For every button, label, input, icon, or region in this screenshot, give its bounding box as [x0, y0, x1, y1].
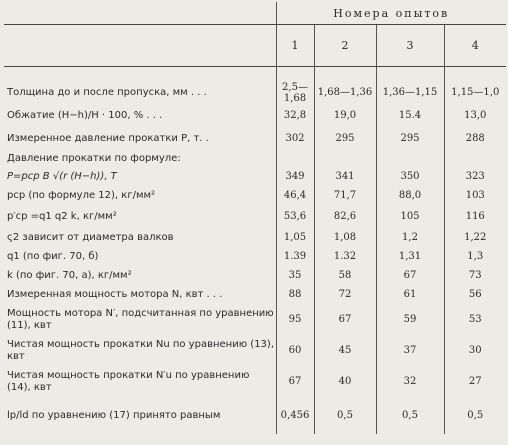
table-row [4, 205, 506, 228]
cell: 1.32 [314, 247, 376, 266]
row-label: lp/ld по уравнению (17) принято равным [7, 409, 221, 421]
row-label: ς2 зависит от диаметра валков [7, 231, 174, 243]
header-row-columns [4, 25, 506, 67]
table-row [4, 104, 506, 127]
cell: 73 [444, 266, 506, 285]
cell [276, 150, 314, 167]
cell: 35 [276, 266, 314, 285]
cell: 58 [314, 266, 376, 285]
cell: 60 [276, 335, 314, 366]
cell: 1,68—1,36 [314, 81, 376, 104]
cell: 1,05 [276, 228, 314, 247]
row-label: pср (по формуле 12), кг/мм² [7, 189, 156, 201]
cell: 0,456 [276, 397, 314, 434]
cell: 323 [444, 167, 506, 186]
cell: 56 [444, 285, 506, 304]
cell: 53,6 [276, 205, 314, 228]
table-row [4, 366, 506, 397]
cell: 67 [376, 266, 444, 285]
experiment-table [4, 2, 506, 434]
cell: 30 [444, 335, 506, 366]
spacer-row [4, 67, 506, 82]
row-label: Толщина до и после пропуска, мм . . . [7, 86, 207, 98]
cell: 53 [444, 304, 506, 335]
cell: 88,0 [376, 186, 444, 205]
cell: 61 [376, 285, 444, 304]
row-label: Обжатие (H−h)/H · 100, % . . . [7, 109, 163, 121]
table-row [4, 167, 506, 186]
row-label: Измеренное давление прокатки P, т. . [7, 132, 209, 144]
cell: 295 [314, 127, 376, 150]
cell: 103 [444, 186, 506, 205]
table-row [4, 335, 506, 366]
cell: 40 [314, 366, 376, 397]
cell: 67 [276, 366, 314, 397]
cell: 295 [376, 127, 444, 150]
row-label: Чистая мощность прокатки Nu по уравнению (13), квт [7, 338, 274, 362]
cell: 1,36—1,15 [376, 81, 444, 104]
header-blank-2 [4, 25, 276, 67]
row-label: Давление прокатки по формуле: [7, 152, 181, 164]
cell: 116 [444, 205, 506, 228]
cell: 105 [376, 205, 444, 228]
cell: 1.39 [276, 247, 314, 266]
row-label: Измеренная мощность мотора N, квт . . . [7, 288, 223, 300]
cell: 1,22 [444, 228, 506, 247]
cell: 350 [376, 167, 444, 186]
cell [444, 150, 506, 167]
cell: 2,5—1,68 [276, 81, 314, 104]
cell: 302 [276, 127, 314, 150]
cell: 341 [314, 167, 376, 186]
column-header-1: 1 [276, 25, 314, 67]
table-row [4, 304, 506, 335]
table-row [4, 127, 506, 150]
cell: 288 [444, 127, 506, 150]
table-row [4, 150, 506, 167]
table-row [4, 186, 506, 205]
cell: 19,0 [314, 104, 376, 127]
group-title: Номера опытов [276, 2, 506, 25]
column-header-2: 2 [314, 25, 376, 67]
cell: 1,3 [444, 247, 506, 266]
cell: 71,7 [314, 186, 376, 205]
cell: 88 [276, 285, 314, 304]
row-label: q1 (по фиг. 70, б) [7, 250, 99, 262]
cell: 32 [376, 366, 444, 397]
table-row [4, 247, 506, 266]
cell: 59 [376, 304, 444, 335]
cell: 1,2 [376, 228, 444, 247]
header-blank [4, 2, 276, 25]
header-row-group [4, 2, 506, 25]
cell: 37 [376, 335, 444, 366]
row-label: P=pср B √(r (H−h)), T [7, 170, 117, 182]
cell: 72 [314, 285, 376, 304]
cell: 13,0 [444, 104, 506, 127]
row-label: Мощность мотора N′, подсчитанная по уравнению (11), квт [7, 307, 274, 331]
table-row [4, 228, 506, 247]
cell: 0,5 [444, 397, 506, 434]
column-header-3: 3 [376, 25, 444, 67]
cell: 1,15—1,0 [444, 81, 506, 104]
cell: 0,5 [314, 397, 376, 434]
cell: 0,5 [376, 397, 444, 434]
column-header-4: 4 [444, 25, 506, 67]
table-row [4, 397, 506, 434]
cell: 349 [276, 167, 314, 186]
cell: 46,4 [276, 186, 314, 205]
cell: 45 [314, 335, 376, 366]
cell: 1,08 [314, 228, 376, 247]
cell [376, 150, 444, 167]
cell [314, 150, 376, 167]
cell: 95 [276, 304, 314, 335]
cell: 32,8 [276, 104, 314, 127]
cell: 15.4 [376, 104, 444, 127]
table-row [4, 81, 506, 104]
table-row [4, 285, 506, 304]
cell: 67 [314, 304, 376, 335]
row-label: p′ср =q1 q2 k, кг/мм² [7, 210, 117, 222]
table-row [4, 266, 506, 285]
cell: 1,31 [376, 247, 444, 266]
row-label: Чистая мощность прокатки N′u по уравнению (14), квт [7, 369, 250, 393]
cell: 27 [444, 366, 506, 397]
cell: 82,6 [314, 205, 376, 228]
row-label: k (по фиг. 70, а), кг/мм² [7, 269, 132, 281]
